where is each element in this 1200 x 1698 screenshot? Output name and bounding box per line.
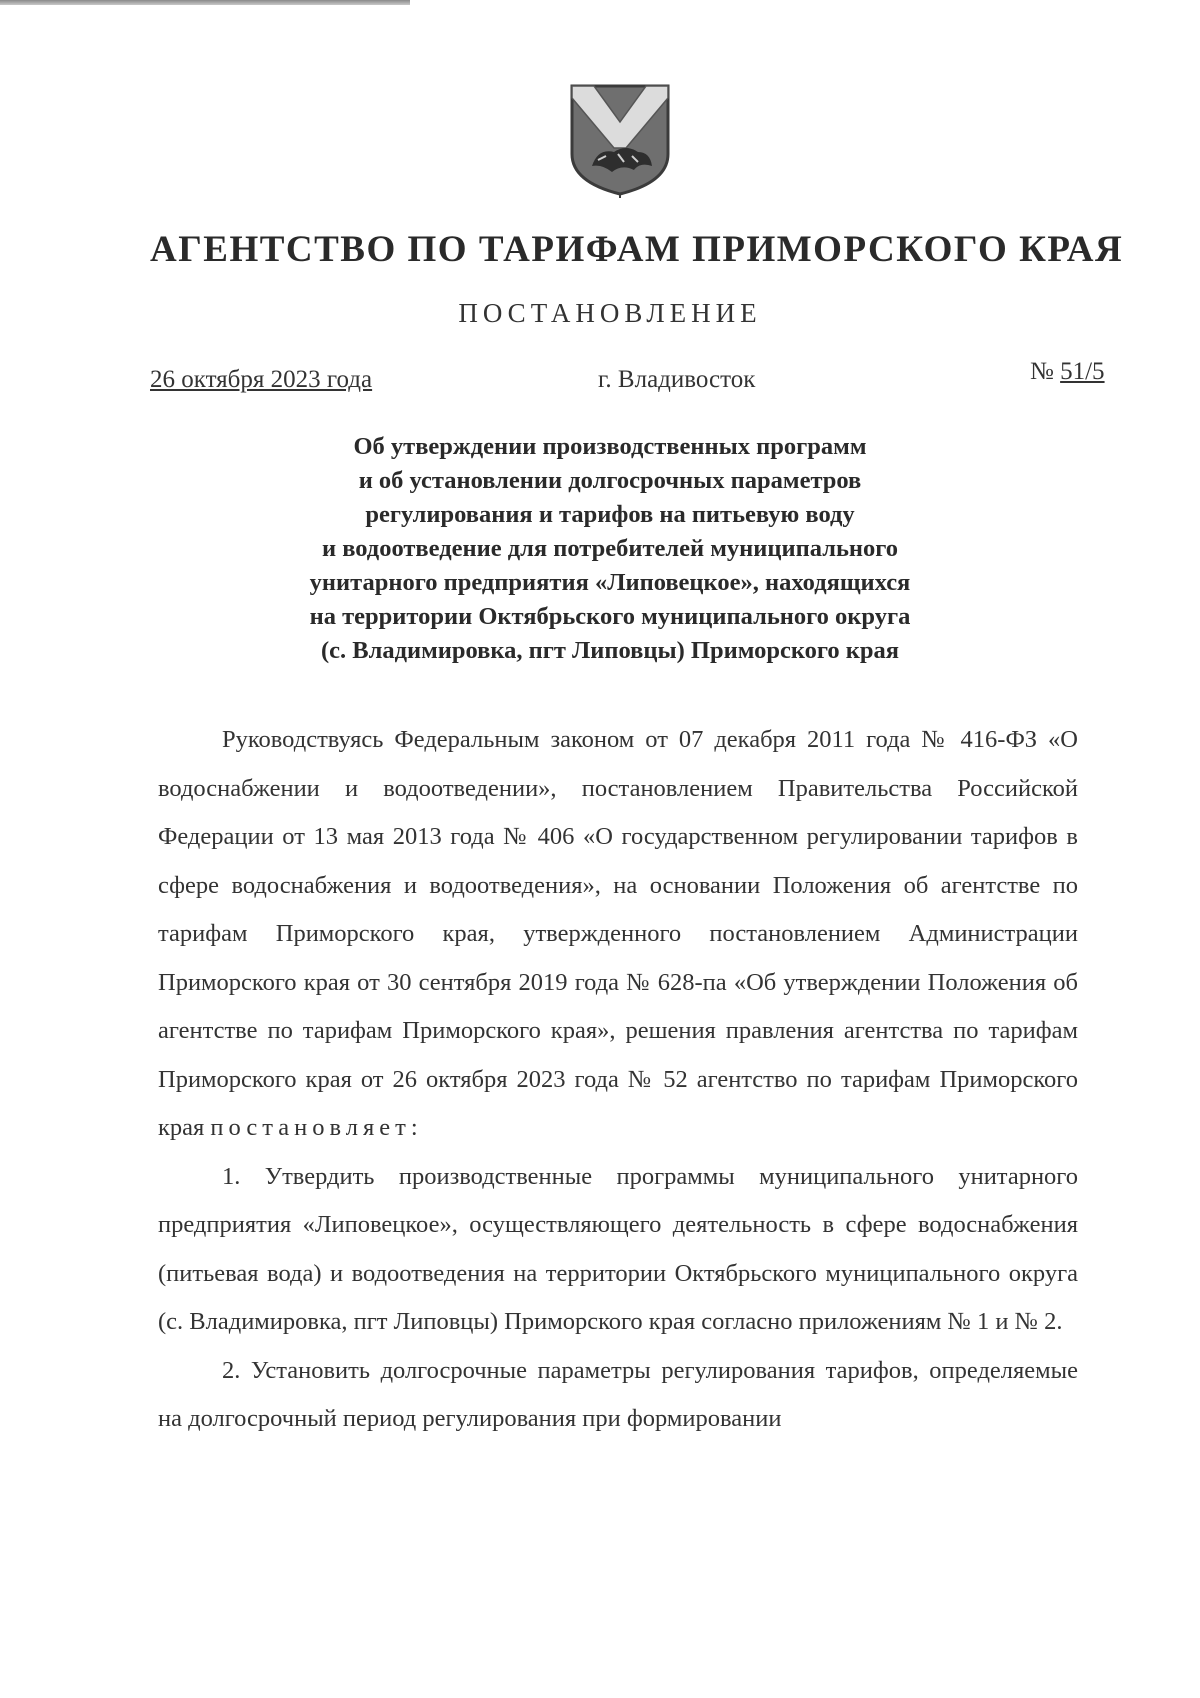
title-line: на территории Октябрьского муниципального округа xyxy=(309,603,911,630)
preamble-paragraph xyxy=(158,716,1078,1153)
coat-of-arms-emblem xyxy=(568,82,672,198)
title-line: унитарного предприятия «Липовецкое», находящихся xyxy=(309,569,911,596)
document-body xyxy=(158,716,1078,1444)
document-title xyxy=(150,430,1070,668)
title-line: (с. Владимировка, пгт Липовцы) Приморского края xyxy=(320,637,900,664)
title-line: регулирования и тарифов на питьевую воду xyxy=(365,501,855,528)
document-date: 26 октября 2023 года xyxy=(150,366,373,393)
agency-name: АГЕНТСТВО ПО ТАРИФАМ ПРИМОРСКОГО КРАЯ xyxy=(150,229,1124,270)
preamble-text: Руководствуясь Федеральным законом от 07 декабря 2011 года № 416-ФЗ «О водоснабжении и водоотведении», постановлением Правительства Российской Федерации от 13 мая 2013 года № 406 «О государственном регулировании тарифов в сфере водоснабжения и водоотведения», на основании Положения об агентстве по тарифам Приморского края, утвержденного постановлением Администрации Приморского края от 30 сентября 2019 года № 628-па «Об утверждении Положения об агентстве по тарифам Приморского края», решения правления агентства по тарифам Приморского края от 26 октября 2023 года № 52 агентство по тарифам Приморского края xyxy=(158,726,1078,1141)
scan-edge xyxy=(0,0,410,5)
title-line: Об утверждении производственных программ xyxy=(353,433,867,460)
resolves-word: постановляет: xyxy=(210,1114,423,1141)
document-number-value: 51/5 xyxy=(1060,358,1105,385)
document-type: ПОСТАНОВЛЕНИЕ xyxy=(458,298,762,328)
document-city: г. Владивосток xyxy=(598,366,756,393)
item-2-paragraph: 2. Установить долгосрочные параметры регулирования тарифов, определяемые на долгосрочный период регулирования при формировании xyxy=(158,1356,1078,1432)
title-line: и об установлении долгосрочных параметров xyxy=(358,467,862,494)
title-line: и водоотведение для потребителей муниципального xyxy=(321,535,899,562)
document-number-prefix: № xyxy=(1030,358,1054,385)
document-number xyxy=(1030,358,1105,386)
item-1-paragraph: 1. Утвердить производственные программы муниципального унитарного предприятия «Липовецкое», осуществляющего деятельность в сфере водоснабжения (питьевая вода) и водоотведения на территории Октябрьского муниципального округа (с. Владимировка, пгт Липовцы) Приморского края согласно приложениям № 1 и № 2. xyxy=(158,1162,1078,1335)
